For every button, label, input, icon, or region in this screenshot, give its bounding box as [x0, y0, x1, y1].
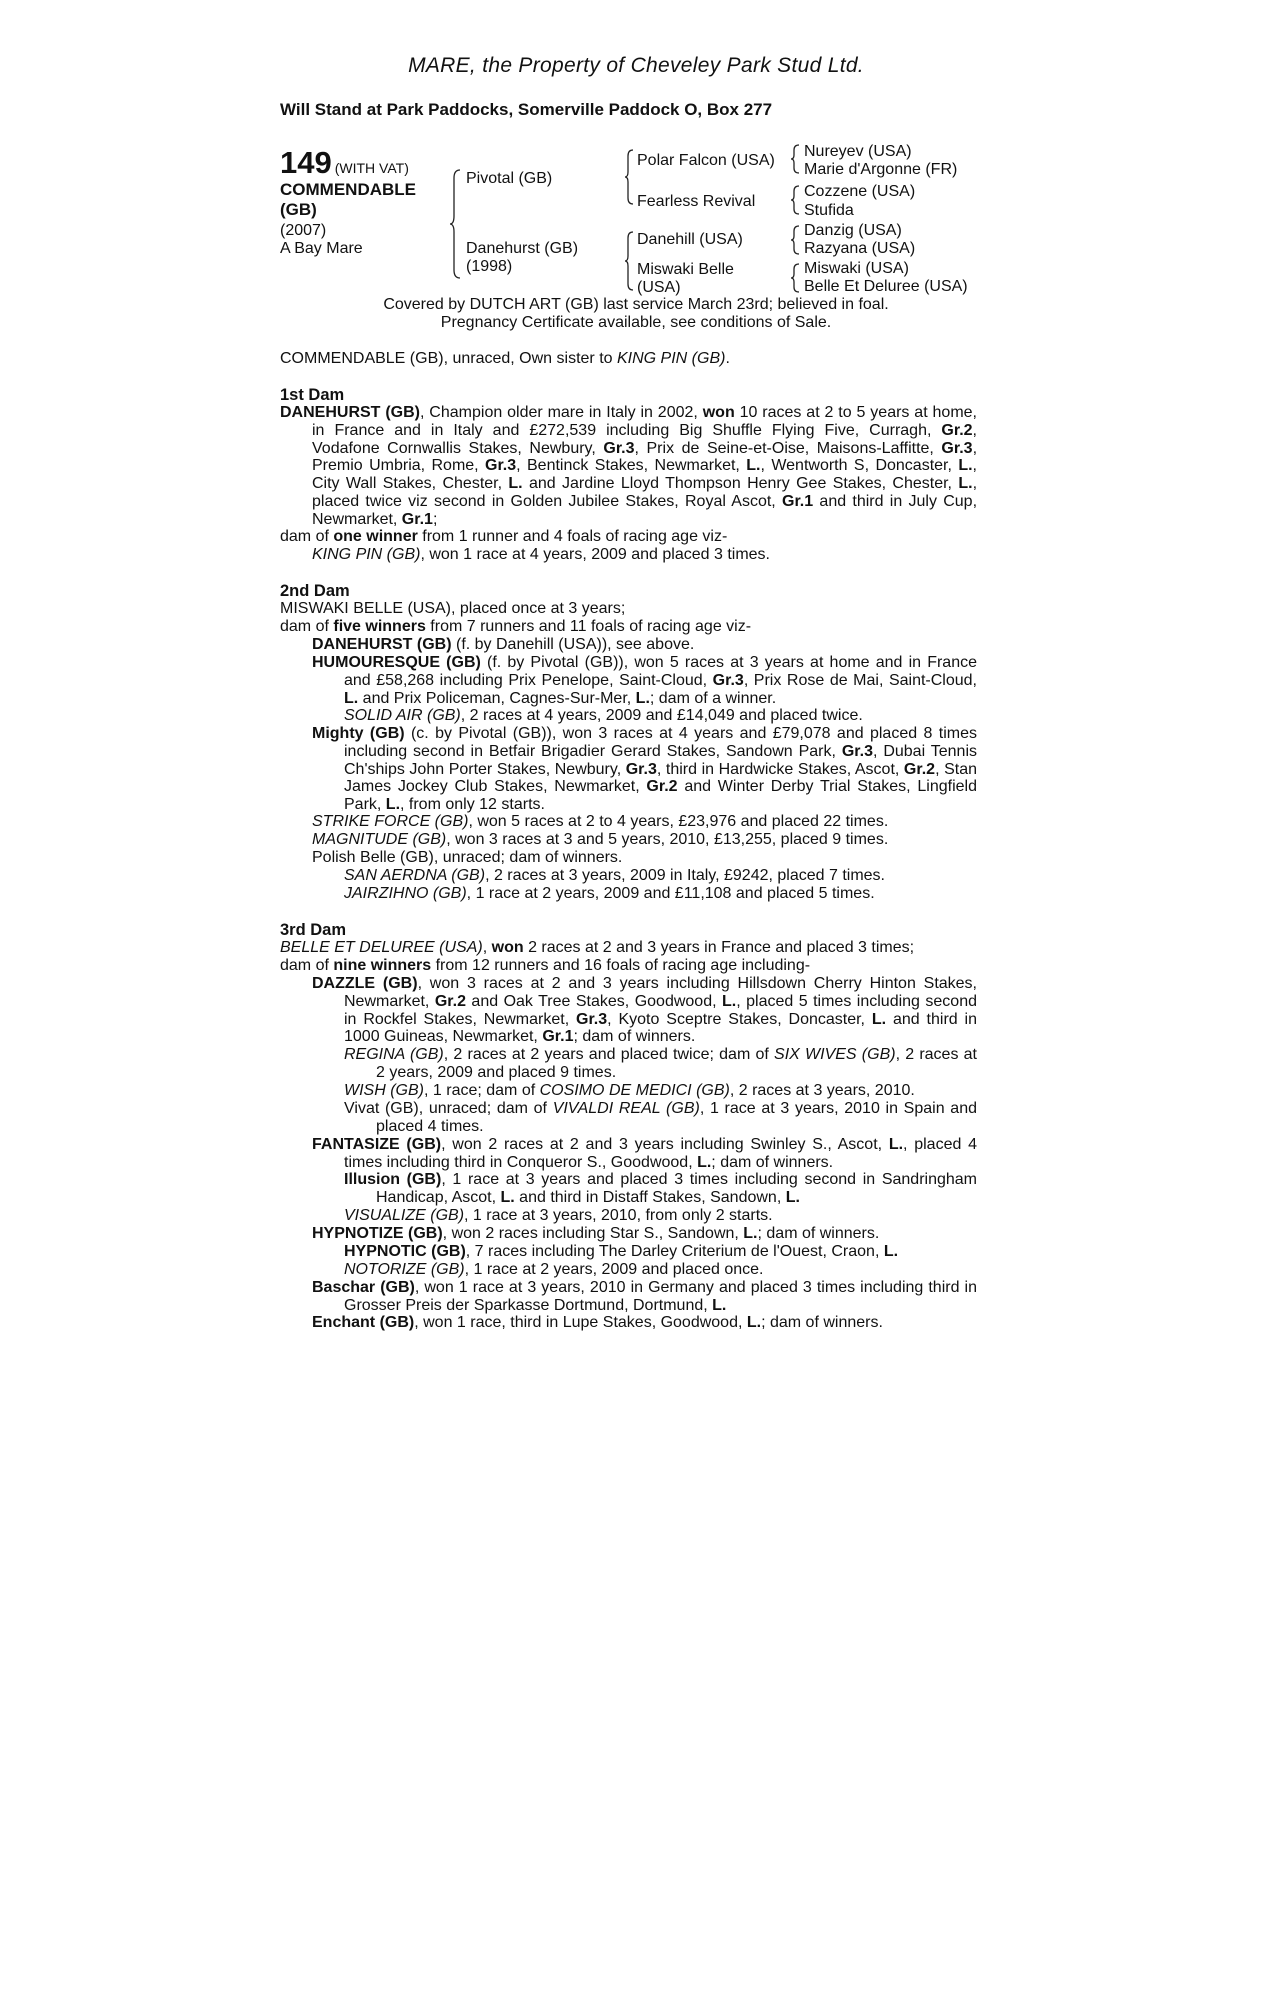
pedigree-bracket-ds: [790, 224, 802, 256]
horse-year: (2007): [280, 222, 327, 239]
third-dam-grandfoal-visualize: VISUALIZE (GB), 1 race at 3 years, 2010, from only 2 starts.: [344, 1207, 773, 1224]
third-dam-foal-enchant: Enchant (GB), won 1 race, third in Lupe Stakes, Goodwood, L.; dam of winners.: [312, 1314, 883, 1331]
pedigree-sss: Nureyev (USA): [804, 143, 912, 160]
pedigree-dss: Danzig (USA): [804, 222, 902, 239]
third-dam-grandfoal-illusion: Illusion (GB), 1 race at 3 years and placed 3 times including second in Sandringham Handicap, Ascot, L. and third in Distaff Stakes, Sandown, L.: [344, 1171, 977, 1206]
pedigree-dam-sire: Danehill (USA): [637, 231, 743, 248]
covered-note: Covered by DUTCH ART (GB) last service March 23rd; believed in foal.: [383, 296, 889, 313]
second-dam-heading: 2nd Dam: [280, 582, 350, 600]
second-dam-foal-strike-force: STRIKE FORCE (GB), won 5 races at 2 to 4 years, £23,976 and placed 22 times.: [312, 813, 889, 830]
third-dam-name: BELLE ET DELUREE (USA), won 2 races at 2 and 3 years in France and placed 3 times;: [280, 939, 915, 956]
pedigree-dsd: Razyana (USA): [804, 240, 916, 257]
second-dam-produce: dam of five winners from 7 runners and 11 foals of racing age viz-: [280, 618, 752, 635]
pedigree-bracket-main: [448, 168, 464, 280]
third-dam-grandfoal-hypnotic: HYPNOTIC (GB), 7 races including The Darley Criterium de l'Ouest, Craon, L.: [344, 1243, 899, 1260]
third-dam-grandfoal-notorize: NOTORIZE (GB), 1 race at 2 years, 2009 and placed once.: [344, 1261, 764, 1278]
pedigree-bracket-sire: [624, 148, 636, 206]
pedigree-dam: Danehurst (GB) (1998): [466, 240, 579, 275]
pedigree-ssd: Marie d'Argonne (FR): [804, 161, 958, 178]
third-dam-grandfoal-regina: REGINA (GB), 2 races at 2 years and placed twice; dam of SIX WIVES (GB), 2 races at 2 years, 2009 and placed 9 times.: [344, 1046, 978, 1081]
page-title: MARE, the Property of Cheveley Park Stud Ltd.: [408, 54, 864, 77]
pedigree-sire: Pivotal (GB): [466, 170, 553, 187]
first-dam-produce: dam of one winner from 1 runner and 4 foals of racing age viz-: [280, 528, 728, 545]
third-dam-foal-dazzle: DAZZLE (GB), won 3 races at 2 and 3 years including Hillsdown Cherry Hinton Stakes, Newmarket, Gr.2 and Oak Tree Stakes, Goodwood, L., placed 5 times including second in Rockfel Stakes, Newmarket, Gr.3, Kyoto Sceptre Stakes, Doncaster, L. and third in 1000 Guineas, Newmarket, Gr.1; dam of winners.: [312, 975, 978, 1046]
second-dam-foal-mighty: Mighty (GB) (c. by Pivotal (GB)), won 3 races at 4 years and £79,078 and placed 8 times including second in Betfair Brigadier Gerard Stakes, Sandown Park, Gr.3, Dubai Tennis Ch'ships John Porter Stakes, Newbury, Gr.3, third in Hardwicke Stakes, Ascot, Gr.2, Stan James Jockey Club Stakes, Newmarket, Gr.2 and Winter Derby Trial Stakes, Lingfield Park, L., from only 12 starts.: [312, 725, 978, 814]
pedigree-dds: Miswaki (USA): [804, 260, 909, 277]
pedigree-bracket-ss: [790, 143, 802, 175]
first-dam-foal-king-pin: KING PIN (GB), won 1 race at 4 years, 2009 and placed 3 times.: [312, 546, 770, 563]
pedigree-sds: Cozzene (USA): [804, 183, 916, 200]
vat-note: (WITH VAT): [334, 160, 409, 176]
third-dam-foal-baschar: Baschar (GB), won 1 race at 3 years, 2010 in Germany and placed 3 times including third in Grosser Preis der Sparkasse Dortmund, Dortmund, L.: [312, 1279, 978, 1314]
second-dam-name: MISWAKI BELLE (USA), placed once at 3 years;: [280, 600, 626, 617]
third-dam-grandfoal-wish: WISH (GB), 1 race; dam of COSIMO DE MEDICI (GB), 2 races at 3 years, 2010.: [344, 1082, 915, 1099]
stand-location: Will Stand at Park Paddocks, Somerville Paddock O, Box 277: [280, 100, 773, 119]
third-dam-grandfoal-vivat: Vivat (GB), unraced; dam of VIVALDI REAL (GB), 1 race at 3 years, 2010 in Spain and placed 4 times.: [344, 1100, 977, 1135]
lot-number: 149: [280, 145, 332, 180]
second-dam-foal-humouresque: HUMOURESQUE (GB) (f. by Pivotal (GB)), won 5 races at 3 years at home and in France and £58,268 including Prix Penelope, Saint-Cloud, Gr.3, Prix Rose de Mai, Saint-Cloud, L. and Prix Policeman, Cagnes-Sur-Mer, L.; dam of a winner.: [312, 654, 978, 707]
second-dam-grandfoal-solid-air: SOLID AIR (GB), 2 races at 4 years, 2009 and £14,049 and placed twice.: [344, 707, 863, 724]
pedigree-sire-sire: Polar Falcon (USA): [637, 152, 775, 169]
pedigree-bracket-dd: [790, 262, 802, 294]
third-dam-foal-hypnotize: HYPNOTIZE (GB), won 2 races including Star S., Sandown, L.; dam of winners.: [312, 1225, 880, 1242]
pregnancy-note: Pregnancy Certificate available, see conditions of Sale.: [440, 314, 832, 331]
second-dam-foal-magnitude: MAGNITUDE (GB), won 3 races at 3 and 5 years, 2010, £13,255, placed 9 times.: [312, 831, 889, 848]
first-dam-text: DANEHURST (GB), Champion older mare in Italy in 2002, won 10 races at 2 to 5 years at home, in France and in Italy and £272,539 including Big Shuffle Flying Five, Curragh, Gr.2, Vodafone Cornwallis Stakes, Newbury, Gr.3, Prix de Seine-et-Oise, Maisons-Laffitte, Gr.3, Premio Umbria, Rome, Gr.3, Bentinck Stakes, Newmarket, L., Wentworth S, Doncaster, L., City Wall Stakes, Chester, L. and Jardine Lloyd Thompson Henry Gee Stakes, Chester, L., placed twice viz second in Golden Jubilee Stakes, Royal Ascot, Gr.1 and third in July Cup, Newmarket, Gr.1;: [280, 404, 978, 528]
second-dam-grandfoal-jairzihno: JAIRZIHNO (GB), 1 race at 2 years, 2009 and £11,108 and placed 5 times.: [344, 885, 875, 902]
pedigree-sire-dam: Fearless Revival: [637, 193, 756, 210]
horse-description: A Bay Mare: [280, 240, 363, 257]
intro-line: COMMENDABLE (GB), unraced, Own sister to KING PIN (GB).: [280, 350, 730, 367]
third-dam-foal-fantasize: FANTASIZE (GB), won 2 races at 2 and 3 years including Swinley S., Ascot, L., placed 4 times including third in Conqueror S., Goodwood, L.; dam of winners.: [312, 1136, 978, 1171]
second-dam-foal-polish-belle: Polish Belle (GB), unraced; dam of winners.: [312, 849, 623, 866]
horse-name: COMMENDABLE (GB): [280, 180, 416, 219]
pedigree-bracket-sd: [790, 184, 802, 216]
pedigree-ddd: Belle Et Deluree (USA): [804, 278, 968, 295]
third-dam-produce: dam of nine winners from 12 runners and 16 foals of racing age including-: [280, 957, 811, 974]
first-dam-heading: 1st Dam: [280, 386, 345, 404]
third-dam-heading: 3rd Dam: [280, 921, 347, 939]
pedigree-sdd: Stufida: [804, 202, 854, 219]
second-dam-foal-danehurst: DANEHURST (GB) (f. by Danehill (USA)), see above.: [312, 636, 695, 653]
second-dam-grandfoal-san-aerdna: SAN AERDNA (GB), 2 races at 3 years, 2009 in Italy, £9242, placed 7 times.: [344, 867, 885, 884]
pedigree-dam-dam: Miswaki Belle (USA): [637, 261, 734, 296]
lot-number-block: [280, 145, 409, 181]
pedigree-bracket-dam: [624, 230, 636, 292]
